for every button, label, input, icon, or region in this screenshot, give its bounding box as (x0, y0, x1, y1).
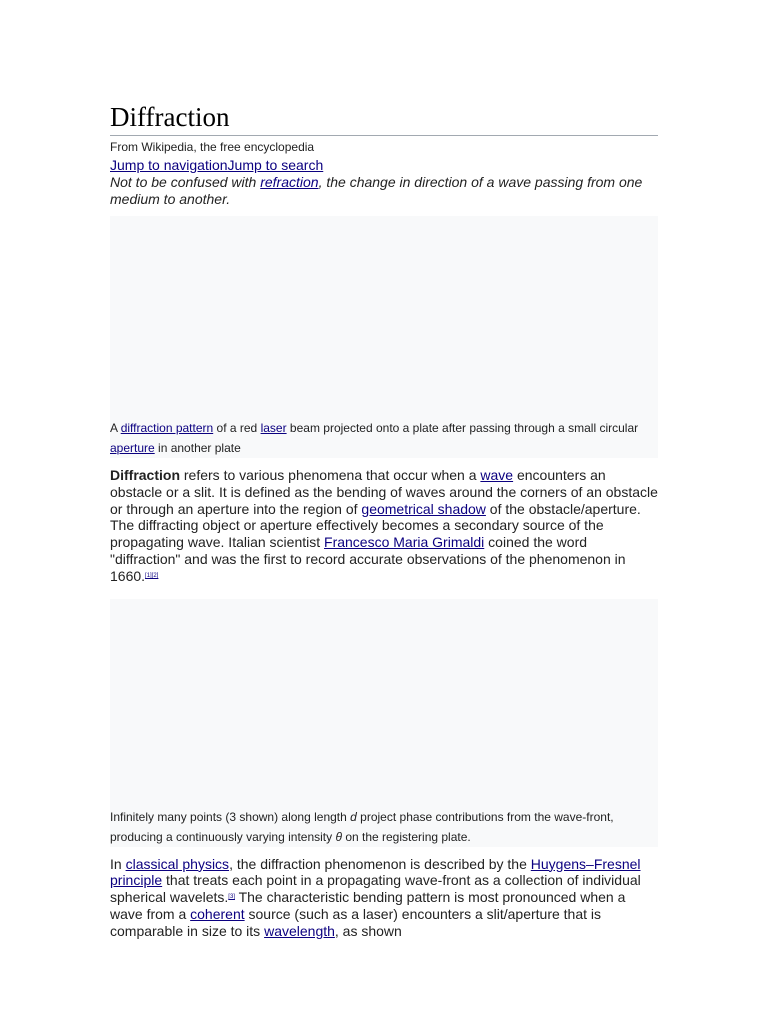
article-content (110, 100, 658, 954)
caption-variable: θ (335, 829, 342, 844)
paragraph-text: The characteristic bending pattern is most pronounced when a wave from a (110, 889, 626, 922)
caption-text: beam projected onto a plate after passing through a small circular (286, 421, 639, 435)
figure-diffraction-pattern (110, 216, 658, 458)
caption-text: on the registering plate. (341, 829, 471, 844)
wavelength-link[interactable]: wavelength (264, 922, 335, 939)
classical-physics-link[interactable]: classical physics (125, 855, 230, 872)
figure-huygens-points (110, 599, 658, 847)
page-title: Diffraction (110, 100, 658, 136)
wave-link[interactable]: wave (480, 467, 514, 483)
caption-text: of a red (213, 421, 261, 435)
coherent-link[interactable]: coherent (190, 905, 245, 922)
site-subtitle: From Wikipedia, the free encyclopedia (110, 140, 315, 154)
figure-caption (110, 418, 658, 458)
caption-text: A (110, 421, 121, 435)
paragraph-text: encounters an obstacle or a slit. It is defined as the bending of waves around the corners of an obstacle or through an aperture into the region of (110, 467, 658, 517)
aperture-link[interactable]: aperture (110, 441, 155, 455)
hatnote-text: Not to be confused with (110, 174, 261, 190)
caption-text: in another plate (154, 441, 241, 455)
physics-paragraph (110, 856, 658, 940)
paragraph-text: of the obstacle/aperture. The diffracting object or aperture effectively becomes a secondary source of the propagating wave. Italian scientist (110, 500, 641, 551)
figure-image-placeholder (110, 599, 658, 807)
figure-caption (110, 807, 658, 847)
intro-paragraph (110, 467, 658, 585)
paragraph-text: , the diffraction phenomenon is described by the (229, 855, 531, 872)
caption-text: Infinitely many points (3 shown) along length (110, 809, 351, 824)
caption-text: project phase contributions from the wave-front, producing a continuously varying intensity (110, 809, 614, 844)
figure-image-placeholder (110, 216, 658, 418)
paragraph-text: In (110, 855, 126, 872)
grimaldi-link[interactable]: Francesco Maria Grimaldi (324, 534, 485, 551)
reference-link[interactable]: [3] (228, 894, 235, 901)
hatnote-text: , the change in direction of a wave passing from one medium to another. (110, 174, 643, 207)
bold-term: Diffraction (110, 467, 180, 483)
paragraph-text: that treats each point in a propagating wave-front as a collection of individual spherical wavelets. (110, 872, 641, 906)
diffraction-pattern-link[interactable]: diffraction pattern (120, 421, 214, 435)
geometrical-shadow-link[interactable]: geometrical shadow (361, 500, 486, 517)
jump-to-navigation-link[interactable]: Jump to navigation (110, 157, 228, 173)
paragraph-text: , as shown (334, 922, 402, 939)
laser-link[interactable]: laser (260, 421, 287, 435)
hatnote (110, 174, 658, 207)
jump-to-search-link[interactable]: Jump to search (227, 157, 324, 173)
paragraph-text: refers to various phenomena that occur when a (180, 467, 481, 483)
paragraph-text: coined the word "diffraction" and was the first to record accurate observations of the phenomenon in 1660. (110, 534, 626, 584)
refraction-link[interactable]: refraction (260, 174, 319, 190)
jump-links (110, 157, 658, 173)
caption-variable: d (350, 809, 357, 824)
paragraph-text: source (such as a laser) encounters a slit/aperture that is comparable in size to its (110, 905, 602, 939)
reference-link[interactable]: [1][2] (145, 572, 159, 579)
huygens-fresnel-link[interactable]: Huygens–Fresnel principle (110, 855, 641, 889)
